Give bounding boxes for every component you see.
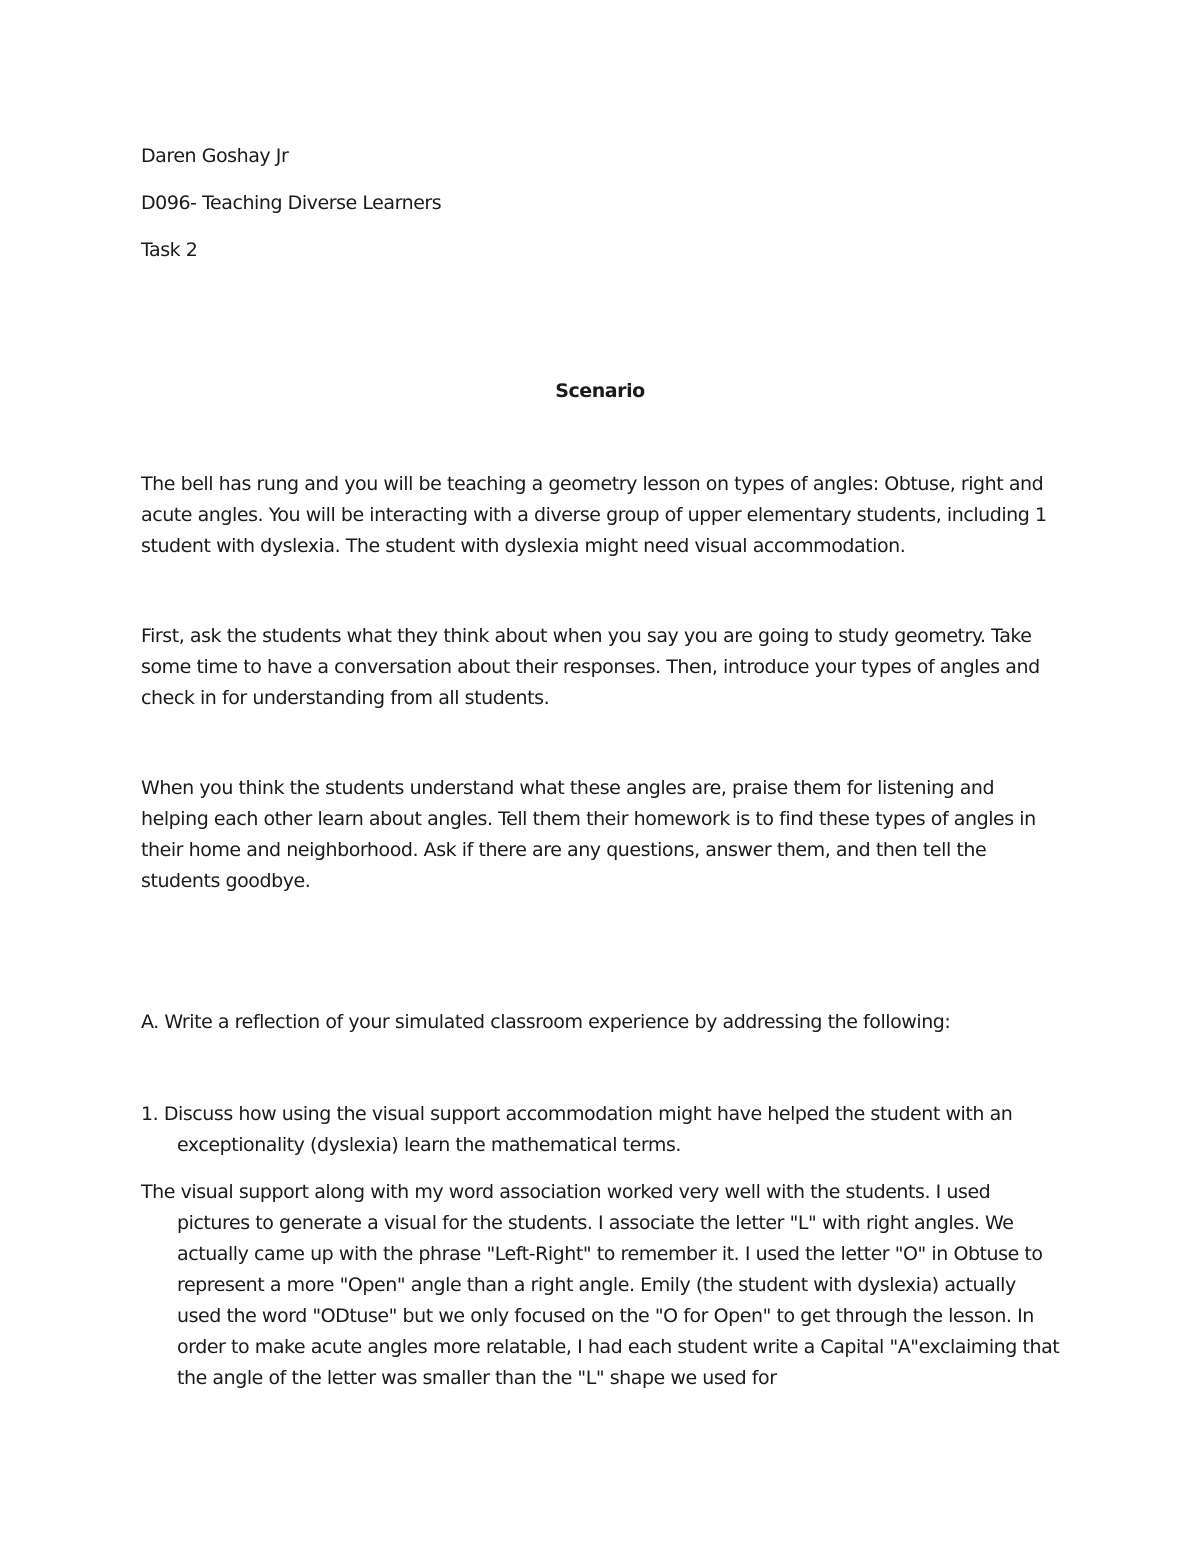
section-a-heading: A. Write a reflection of your simulated classroom experience by addressing the following: — [141, 1011, 951, 1033]
scenario-heading: Scenario — [555, 380, 645, 402]
task-label: Task 2 — [141, 239, 198, 261]
question-1-prompt: 1. Discuss how using the visual support accommodation might have helped the student with an exceptionality (dyslexia) learn the mathematical terms. — [141, 1103, 1013, 1156]
author-name: Daren Goshay Jr — [141, 145, 289, 167]
scenario-paragraph-3: When you think the students understand what these angles are, praise them for listening and helping each other learn about angles. Tell them their homework is to find these types of angles in their home and neighborhood. Ask if there are any questions, answer them, and then tell the students goodbye. — [141, 777, 1036, 892]
scenario-paragraph-1: The bell has rung and you will be teaching a geometry lesson on types of angles: Obtuse, right and acute angles. You will be interacting with a diverse group of upper elementary students, including 1 student with dyslexia. The student with dyslexia might need visual accommodation. — [141, 473, 1047, 557]
course-title: D096- Teaching Diverse Learners — [141, 192, 442, 214]
question-1-answer: The visual support along with my word association worked very well with the students. I used pictures to generate a visual for the students. I associate the letter "L" with right angles. We actually came up with the phrase "Left-Right" to remember it. I used the letter "O" in Obtuse to represent a more "Open" angle than a right angle. Emily (the student with dyslexia) actually used the word "ODtuse" but we only focused on the "O for Open" to get through the lesson. In order to make acute angles more relatable, I had each student write a Capital "A"exclaiming that the angle of the letter was smaller than the "L" shape we used for — [141, 1181, 1060, 1389]
scenario-paragraph-2: First, ask the students what they think about when you say you are going to study geometry. Take some time to have a conversation about their responses. Then, introduce your types of angles and check in for understanding from all students. — [141, 625, 1040, 709]
